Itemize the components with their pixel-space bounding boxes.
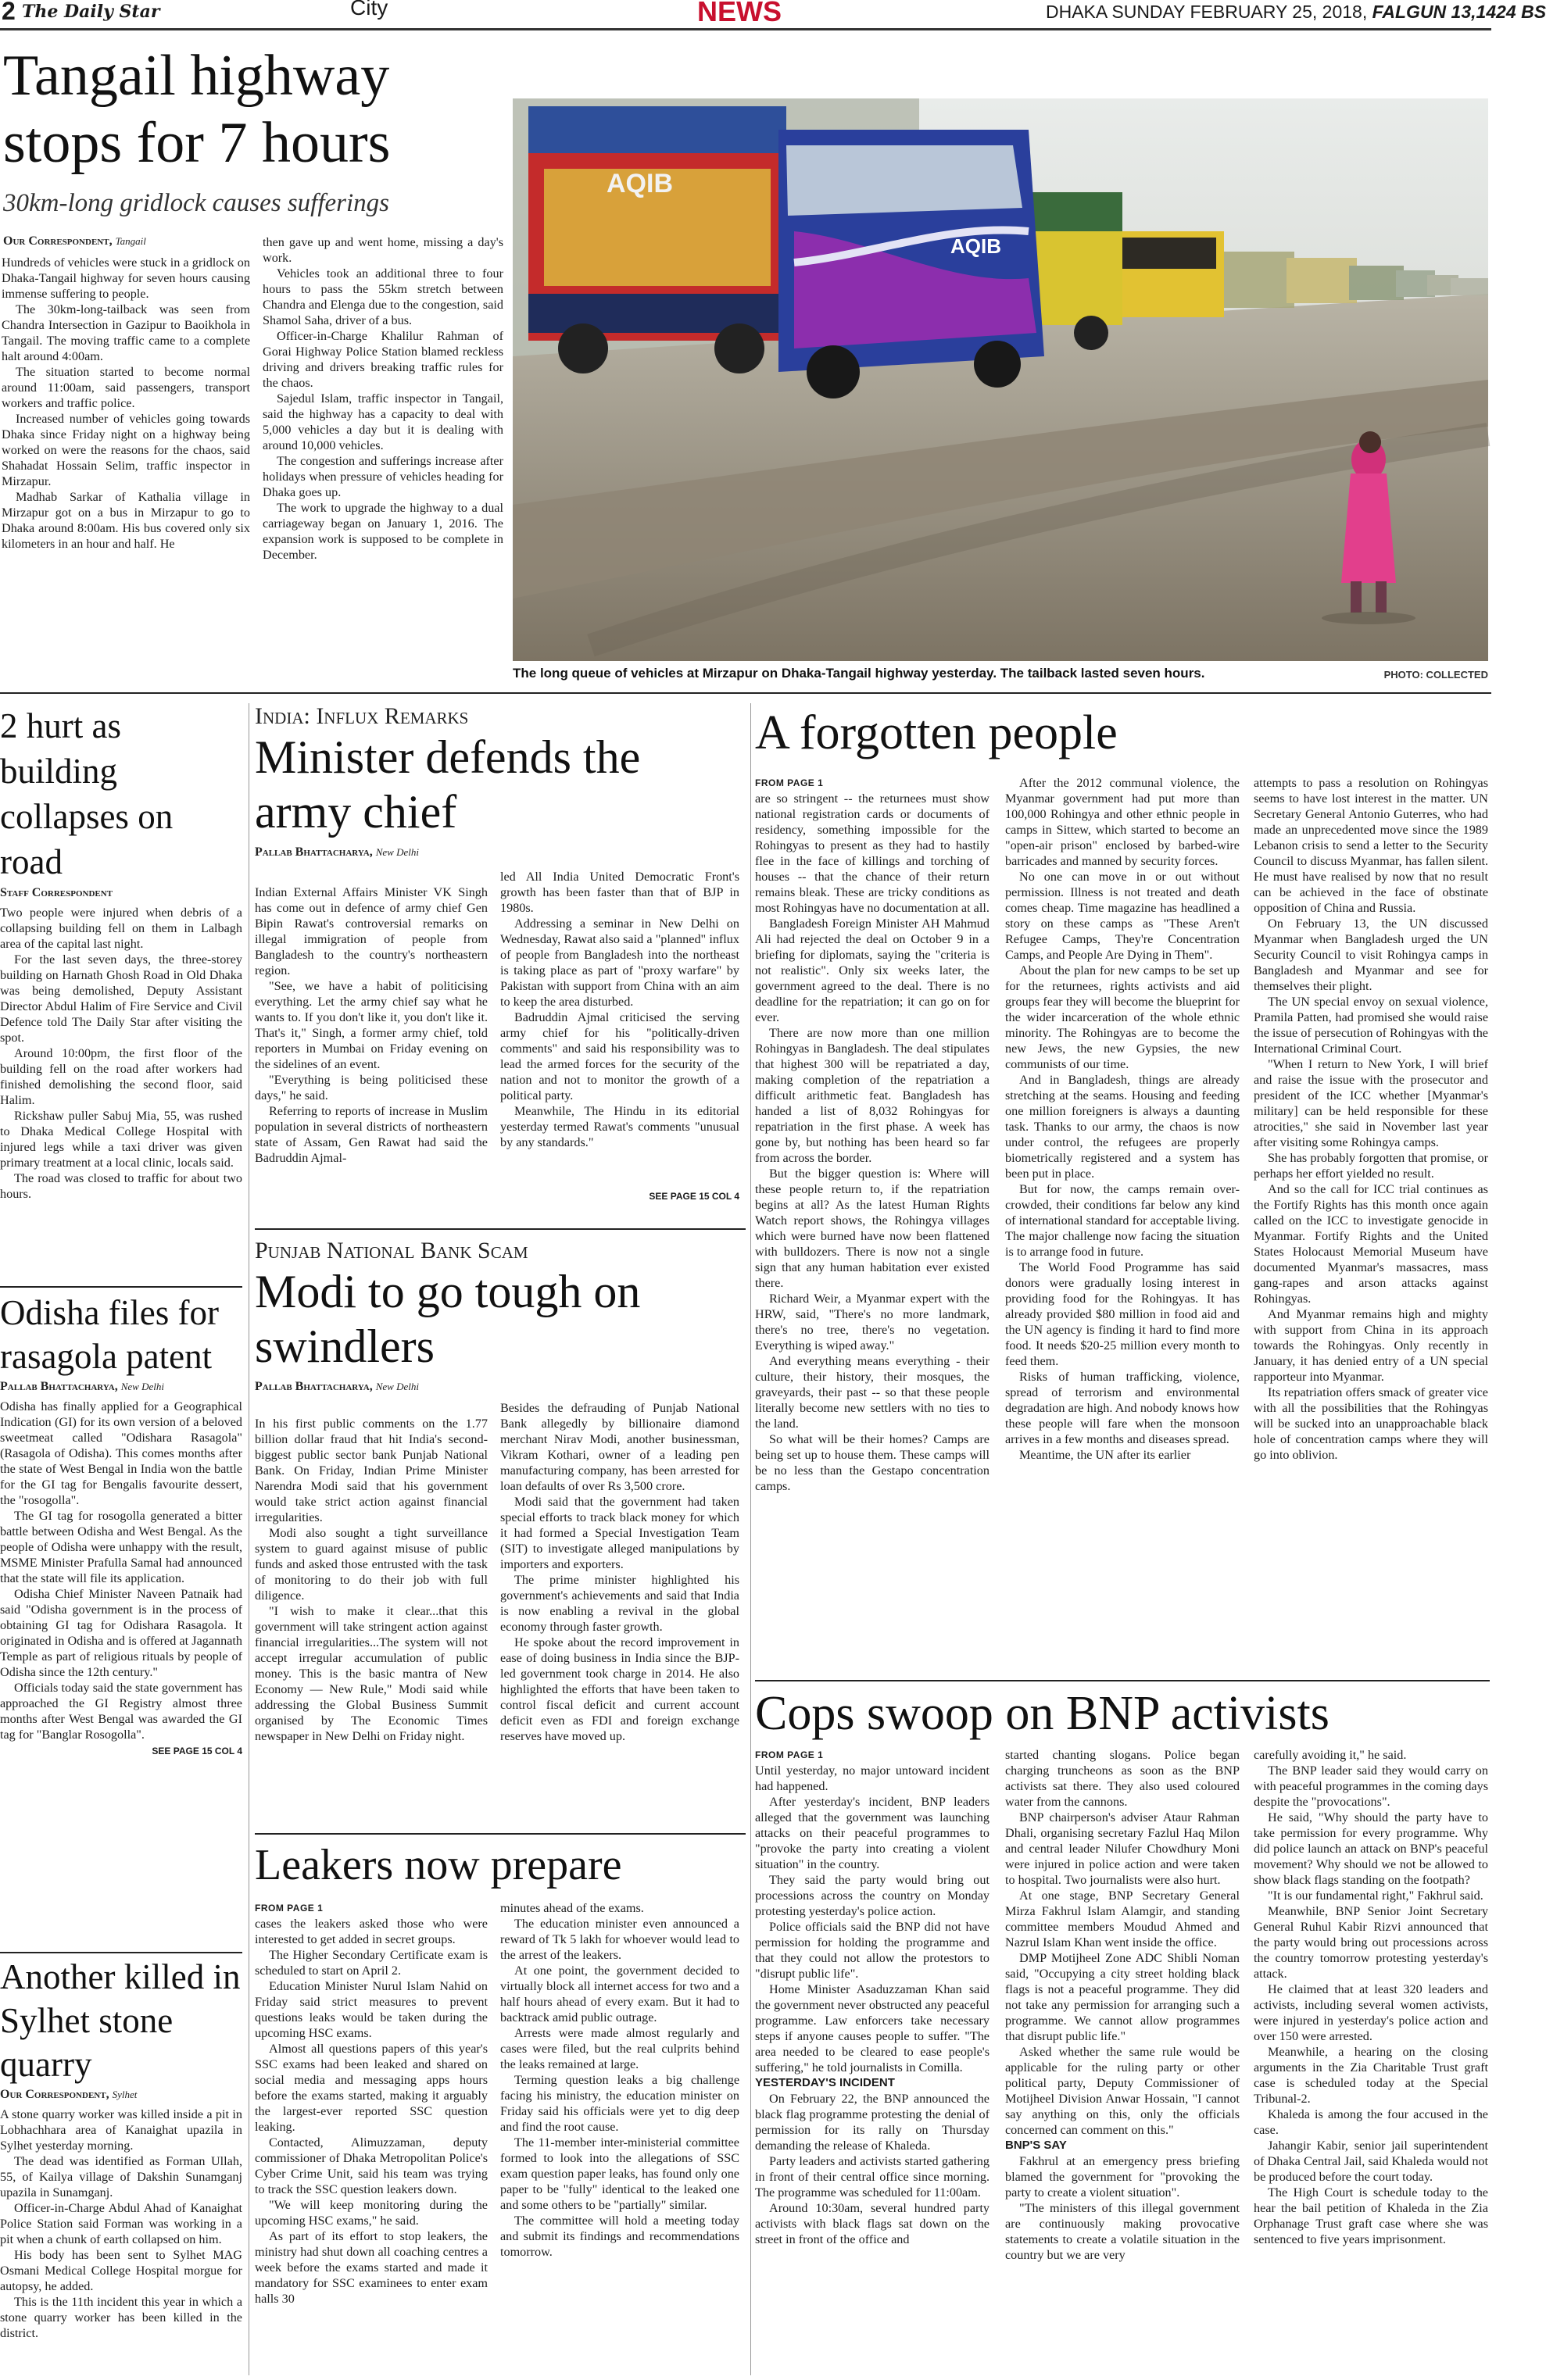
paragraph: Vehicles took an additional three to four hours to pass the 55km stretch between Chandra and Elenga due to the congestion, said Shamol Saha, driver of a bus.: [263, 266, 503, 327]
paragraph: Khaleda is among the four accused in the case.: [1254, 2107, 1488, 2137]
forgotten-col2: [1005, 775, 1240, 1463]
paragraph: And Myanmar remains high and mighty with support from China in its approach towards the Rohingyas. Only recently in January, it has denied entry of a UN special rapporteur into Myanmar.: [1254, 1307, 1488, 1384]
building-story: [0, 703, 242, 1202]
paragraph: Asked whether the same rule would be applicable for the ruling party or other political party, Deputy Commissioner of Motijheel Division Anwar Hossain, "I cannot say anything on this, only the officials concerned can comment on this.": [1005, 2045, 1240, 2137]
paragraph: Party leaders and activists started gathering in front of their central office since morning. The programme was scheduled for 11:00am.: [755, 2154, 990, 2200]
paragraph: He spoke about the record improvement in ease of doing business in India since the BJP-led government took charge in 2014. He also highlighted the efforts that have been taken to control fiscal deficit and current account deficit even as FDI and foreign exchange reserves have moved up.: [500, 1635, 739, 1743]
paragraph: Badruddin Ajmal criticised the serving army chief for his "politically-driven comments" and said his responsibility was to lead the armed forces for the security of the nation and not to monitor the growth of a political party.: [500, 1010, 739, 1102]
paragraph: Odisha has finally applied for a Geographical Indication (GI) for its own version of a beloved sweetmeat called "Odishara Rasagola" (Rasagola of Odisha). This comes months after the state of West Bengal in India won the battle for the GI tag for Bengalis favourite dessert, the "rosogolla".: [0, 1399, 242, 1507]
minister-story: [255, 703, 746, 859]
column-text: [1005, 2153, 1240, 2263]
lead-byline: [3, 234, 253, 248]
paragraph: Indian External Affairs Minister VK Singh has come out in defence of army chief Gen Bipin Rawat's controversial remarks on illegal immigration of people from Bangladesh to the country's northeastern region.: [255, 885, 488, 977]
paragraph: He said, "Why should the party have to take permission for every programme. Why did police launch an attack on BNP's peaceful movement? Why should we not be allowed to show black flags standing on the footpath?: [1254, 1810, 1488, 1887]
divider: [755, 1680, 1490, 1681]
paragraph: Meanwhile, The Hindu in its editorial yesterday termed Rawat's comments "unusual by any standards.": [500, 1104, 739, 1149]
paragraph: The dead was identified as Forman Ullah, 55, of Kailya village of Dakshin Sunamganj upazila in Sunamganj.: [0, 2154, 242, 2200]
kicker: Punjab National Bank Scam: [255, 1238, 528, 1263]
paragraph: The prime minister highlighted his government's achievements and said that India is now enabling a revival in the global economy through faster growth.: [500, 1573, 739, 1634]
column-rule: [750, 703, 751, 2375]
paragraph: cases the leakers asked those who were interested to get added in secret groups.: [255, 1917, 488, 1946]
lead-col2: [263, 234, 503, 563]
column-text: [755, 2091, 990, 2247]
paragraph: The 30km-long-tailback was seen from Chandra Intersection in Gazipur to Baoikhola in Tangail. The moving traffic came to a complete halt around 4:00am.: [2, 302, 250, 363]
column-text: [255, 1916, 488, 2307]
paragraph: Around 10:30am, several hundred party activists with black flags sat down on the street in front of the office and: [755, 2201, 990, 2246]
divider: [255, 1228, 746, 1230]
paragraph: are so stringent -- the returnees must show national registration cards or documents of residency, something impossible for the Rohingyas to present as they had to hastily flee in the face of killings and torching of houses -- that the chance of their return remains bleak. These are tricky conditions as most Rohingyas have no documentation at all.: [755, 792, 990, 915]
paragraph: On February 13, the UN discussed Myanmar when Bangladesh urged the UN Security Council to visit Rohingya camps in Bangladesh and Myanmar and see for themselves their plight.: [1254, 917, 1488, 993]
paragraph: They said the party would bring out processions across the country on Monday protesting yesterday's police action.: [755, 1873, 990, 1918]
paragraph: Two people were injured when debris of a collapsing building fell on them in Lalbagh area of the capital last night.: [0, 906, 242, 951]
continued-marker: SEE PAGE 15 COL 4: [152, 1746, 242, 1756]
headline: Another killed in Sylhet stone quarry: [0, 1957, 241, 2084]
lead-headline: [3, 42, 503, 177]
headline: 2 hurt as building collapses on road: [0, 706, 174, 881]
masthead: [0, 0, 1546, 31]
paragraph: No one can move in or out without permission. Illness is not treated and death comes cheap. Time magazine has headlined a story on these camps as "These Aren't Refugee Camps, They're Concentration Camps, and People Are Dying in Them".: [1005, 870, 1240, 962]
lead-bottom-rule: [0, 692, 1491, 694]
headline: Cops swoop on BNP activists: [755, 1687, 1329, 1740]
paragraph: As part of its effort to stop leakers, the ministry had shut down all coaching centres a week before the exams started and made it mandatory for SSC examinees to enter exam halls 30: [255, 2229, 488, 2306]
paragraph: At one point, the government decided to virtually block all internet access for two and a half hours ahead of every exam. But it had to backtrack amid public outrage.: [500, 1964, 739, 2024]
paragraph: Education Minister Nurul Islam Nahid on Friday said strict measures to prevent questions leaks would be taken during the upcoming HSC exams.: [255, 1979, 488, 2040]
paragraph: Besides the defrauding of Punjab National Bank allegedly by billionaire diamond merchant Nirav Modi, another businessman, Vikram Kothari, owner of a leading pen manufacturing company, has been arrested for loan defaults of over Rs 3,500 crore.: [500, 1401, 739, 1493]
byline: [0, 1380, 242, 1394]
story-body: [0, 2107, 242, 2341]
paragraph: So what will be their homes? Camps are being set up to house them. These camps will be no less than the Gestapo concentration camps.: [755, 1432, 990, 1493]
forgotten-col1: [755, 775, 990, 1494]
subhead: BNP'S SAY: [1005, 2139, 1067, 2152]
lead-col1: [2, 255, 250, 552]
subhead: YESTERDAY'S INCIDENT: [755, 2076, 895, 2089]
paragraph: Referring to reports of increase in Muslim population in several districts of northeastern state of Assam, Gen Rawat had said the Badruddin Ajmal-: [255, 1104, 488, 1165]
forgotten-story: [755, 703, 1490, 763]
paragraph: "When I return to New York, I will brief and raise the issue with the prosecutor and president of the ICC whether [Myanmar's military] can be held responsible for these atrocities," she said in November last year after visiting some Rohingya camps.: [1254, 1057, 1488, 1149]
cops-col1: [755, 1747, 990, 2247]
paragraph: then gave up and went home, missing a day's work.: [263, 235, 503, 265]
headline: Modi to go tough on swindlers: [255, 1266, 641, 1372]
headline: Leakers now prepare: [255, 1841, 622, 1889]
paragraph: Richard Weir, a Myanmar expert with the HRW, said, "There's no more landmark, there's no tree, there's no vegetation. Everything is wiped away.": [755, 1292, 990, 1353]
paragraph: "I wish to make it clear...that this government will take stringent action against financial irregularities...The system will not accept irregular accumulation of public money. This is the basic mantra of New Economy — New Rule," Modi said while addressing the Global Business Summit organised by The Economic Times newspaper in New Delhi on Friday night.: [255, 1604, 488, 1743]
paragraph: Its repatriation offers smack of greater vice with all the possibilities that the Rohingyas will be sucked into an unapproachable black hole of concentration camps where they will go into oblivion.: [1254, 1385, 1488, 1462]
headline: Tangail highway stops for 7 hours: [3, 44, 391, 175]
headline: A forgotten people: [755, 706, 1118, 759]
paragraph: The World Food Programme has said donors were gradually losing interest in providing food for the Rohingyas. It has already provided $80 million in food aid and the UN agency is finding it hard to find more food. It needs $20-25 million every month to feed them.: [1005, 1260, 1240, 1368]
story-body: [0, 905, 242, 1202]
paragraph: In his first public comments on the 1.77 billion dollar fraud that hit India's second-biggest public sector bank Punjab National Bank. On Friday, Indian Prime Minister Narendra Modi said that his government would take strict action against financial irregularities.: [255, 1417, 488, 1524]
paragraph: Meanwhile, a hearing on the closing arguments in the Zia Charitable Trust graft case is scheduled today at the Special Tribunal-2.: [1254, 2045, 1488, 2106]
paragraph: His body has been sent to Sylhet MAG Osmani Medical College Hospital morgue for autopsy, he added.: [0, 2248, 242, 2293]
paragraph: The 11-member inter-ministerial committee formed to look into the allegations of SSC exam question paper leaks, has found only one paper to be "fully" identical to the leaked one and some others to be "partially" similar.: [500, 2135, 739, 2212]
paragraph: A stone quarry worker was killed inside a pit in Lobhachhara area of Kanaighat upazila in Sylhet yesterday morning.: [0, 2107, 242, 2153]
paragraph: "The ministers of this illegal government are continuously making provocative statements to create a volatile situation in the country but we are very: [1005, 2201, 1240, 2262]
dateline: [1046, 2, 1546, 23]
paragraph: At one stage, BNP Secretary General Mirza Fakhrul Islam Alamgir, and standing committee members Moudud Ahmed and Nazrul Islam Khan went inside the office.: [1005, 1889, 1240, 1949]
paragraph: Madhab Sarkar of Kathalia village in Mirzapur got on a bus in Mirzapur to go to Dhaka around 8:00am. His bus covered only six kilometers in an hour and half. He: [2, 490, 250, 551]
paragraph: Arrests were made almost regularly and cases were filed, but the real culprits behind the leaks remained at large.: [500, 2026, 739, 2071]
paragraph: But for now, the camps remain over-crowded, their conditions far below any kind of international standard for acceptable living. The major challenge now facing the situation is to arrange food in future.: [1005, 1182, 1240, 1259]
byline-location: Sylhet: [112, 2089, 138, 2100]
sylhet-story: [0, 1955, 242, 2341]
paragraph: Around 10:00pm, the first floor of the building fell on the road after workers had finished demolishing the second floor, said Halim.: [0, 1046, 242, 1107]
paragraph: Almost all questions papers of this year's SSC exams had been leaked and shared on social media and messaging apps hours before the exams started, making it arguably the largest-ever reported SSC question leaking.: [255, 2042, 488, 2134]
paragraph: led All India United Democratic Front's growth has been faster than that of BJP in 1980s.: [500, 870, 739, 915]
paragraph: The Higher Secondary Certificate exam is scheduled to start on April 2.: [255, 1948, 488, 1978]
paragraph: The education minister even announced a reward of Tk 5 lakh for whoever would lead to the arrest of the leakers.: [500, 1917, 739, 1962]
paragraph: Until yesterday, no major untoward incident had happened.: [755, 1764, 990, 1793]
paragraph: And everything means everything - their culture, their history, their mosques, the graveyards, their past -- so that these people literally become new settlers with no ties to the land.: [755, 1354, 990, 1431]
paragraph: carefully avoiding it," he said.: [1254, 1748, 1407, 1762]
from-page-marker: FROM PAGE 1: [755, 1749, 824, 1760]
bus-name-text: AQIB: [950, 234, 1001, 258]
section-name: City: [350, 0, 388, 20]
headline: Odisha files for rasagola patent: [0, 1293, 219, 1376]
byline-location: New Delhi: [120, 1381, 164, 1392]
paragraph: Meanwhile, BNP Senior Joint Secretary General Ruhul Kabir Rizvi announced that the party would bring out processions across the country tomorrow protesting yesterday's attack.: [1254, 1904, 1488, 1981]
paragraph: And in Bangladesh, things are already stretching at the seams. Housing and feeding one million foreigners is always a daunting task. Thanks to our army, the chaos is now under control, the refugees are properly biometrically registered and a system has been put in place.: [1005, 1073, 1240, 1181]
paragraph: And so the call for ICC trial continues as the Fortify Rights has this month once again called on the ICC to investigate genocide in Myanmar. Fortify Rights and the United States Holocaust Memorial Museum have documented Myanmar's massacres, mass gang-rapes and arson attacks against Rohingyas.: [1254, 1182, 1488, 1306]
byline: [0, 2088, 242, 2102]
paragraph: The road was closed to traffic for about two hours.: [0, 1171, 242, 1201]
lead-photo-caption: The long queue of vehicles at Mirzapur on Dhaka-Tangail highway yesterday. The tailback lasted seven hours.: [513, 666, 1205, 681]
continued-marker: SEE PAGE 15 COL 4: [649, 1191, 739, 1202]
paragraph: BNP chairperson's adviser Ataur Rahman Dhali, organising secretary Fazlul Haq Milon and central leader Nilufer Chowdhury Moni were injured in police action and were taken to hospital. Two journalists were also hurt.: [1005, 1810, 1240, 1887]
modi-col2: [500, 1400, 739, 1744]
cops-story: [755, 1685, 1490, 1742]
modi-story: [255, 1238, 746, 1394]
headline: Minister defends the army chief: [255, 731, 641, 838]
byline: [255, 845, 746, 859]
paragraph: Terming question leaks a big challenge facing his ministry, the education minister on Friday said his officials were yet to dig deep and find the root cause.: [500, 2073, 739, 2134]
leakers-col1: [255, 1900, 488, 2307]
from-page-marker: FROM PAGE 1: [755, 777, 824, 788]
paragraph: DMP Motijheel Zone ADC Shibli Noman said, "Occupying a city street holding black flags is not a peaceful programme. They did not take any permission for arranging such a programme. We cannot allow programmes that disrupt public life.": [1005, 1951, 1240, 2043]
section-tag: NEWS: [697, 0, 782, 27]
forgotten-col3: [1254, 775, 1488, 1463]
byline-name: Pallab Bhattacharya,: [255, 845, 373, 859]
paragraph: attempts to pass a resolution on Rohingyas seems to have lost interest in the matter. UN Secretary General Antonio Guterres, who had made an unprecedented move since the 1989 Lebanon crisis to send a letter to the Security Council to discuss Myanmar, has fallen silent. He must have realised by now that no result can be achieved in the face of obstinate opposition of China and Russia.: [1254, 776, 1488, 915]
paragraph: Officer-in-Charge Khalilur Rahman of Gorai Highway Police Station blamed reckless driving and drivers breaking traffic rules for the chaos.: [263, 329, 503, 390]
paragraph: After the 2012 communal violence, the Myanmar government had put more than 100,000 Rohingya and other ethnic people in camps in Sittew, which started to become an "open-air prison" enclosed by barbed-wire barricades and manned by security forces.: [1005, 776, 1240, 868]
paragraph: minutes ahead of the exams.: [500, 1901, 644, 1915]
cops-col3: [1254, 1747, 1488, 2247]
column-text: [755, 791, 990, 1494]
highway-photo-illustration: [513, 98, 1488, 661]
byline-name: Our Correspondent,: [3, 234, 113, 248]
page-number: 2: [2, 0, 16, 25]
paragraph: Rickshaw puller Sabuj Mia, 55, was rushed to Dhaka Medical College Hospital with injured legs while a taxi driver was given primary treatment at a local clinic, locals said.: [0, 1109, 242, 1170]
divider: [0, 1952, 242, 1953]
paragraph: The High Court is schedule today to the hear the bail petition of Khaleda in the Zia Orphanage Trust graft case where she was sentenced to five years imprisonment.: [1254, 2185, 1488, 2246]
paragraph: This is the 11th incident this year in which a stone quarry worker has been killed in the district.: [0, 2295, 242, 2340]
divider: [255, 1833, 746, 1835]
paragraph: The BNP leader said they would carry on with peaceful programmes in the coming days despite the "provocations".: [1254, 1764, 1488, 1809]
paragraph: Jahangir Kabir, senior jail superintendent of Dhaka Central Jail, said Khaleda would not be produced before the court today.: [1254, 2139, 1488, 2184]
paragraph: Officials today said the state government has approached the GI Registry almost three months after West Bengal was awarded the GI tag for "Banglar Rosogolla".: [0, 1681, 242, 1742]
lead-photo: [513, 98, 1488, 661]
lead-photo-credit: PHOTO: COLLECTED: [1383, 669, 1488, 681]
paragraph: Bangladesh Foreign Minister AH Mahmud Ali had rejected the deal on October 9 in a briefing for diplomats, saying the "criteria is not realistic". Only six weeks later, the government agreed to the deal. There is no deadline for the repatriation; it can go on for ever.: [755, 917, 990, 1024]
paragraph: Home Minister Asaduzzaman Khan said the government never obstructed any peaceful programme. Law enforcers take necessary steps if anyone causes people to suffer. "The area needed to be cleared to ease people's suffering," he told journalists in Comilla.: [755, 1982, 990, 2074]
minister-col1: [255, 884, 488, 1166]
paragraph: Contacted, Alimuzzaman, deputy commissioner of Dhaka Metropolitan Police's Cyber Crime Unit, said his team was trying to track the SSC question leakers down.: [255, 2135, 488, 2196]
leakers-story: [255, 1839, 746, 1891]
paragraph: The congestion and sufferings increase after holidays when pressure of vehicles heading for Dhaka goes up.: [263, 454, 503, 499]
dateline-bangla: FALGUN 13,1424 BS: [1372, 2, 1546, 22]
byline-location: Tangail: [115, 235, 146, 247]
byline-name: Pallab Bhattacharya,: [255, 1380, 373, 1393]
paragraph: "It is our fundamental right," Fakhrul said.: [1268, 1889, 1483, 1903]
minister-col2: [500, 869, 739, 1150]
paragraph: Addressing a seminar in New Delhi on Wednesday, Rawat also said a "planned" influx of people from Bangladesh into the northeast is taking place as part of "proxy warfare" by Pakistan with support from China with an aim to keep the area disturbed.: [500, 917, 739, 1009]
paragraph: Odisha Chief Minister Naveen Patnaik had said "Odisha government is in the process of obtaining GI tag for Odishara Rasagola. It originated in Odisha and is offered at Jagannath Temple as part of religious rituals by people of Odisha since the 12th century.": [0, 1587, 242, 1679]
byline-location: New Delhi: [375, 846, 419, 858]
paragraph: But the bigger question is: Where will these people return to, if the repatriation begins at all? As the latest Human Rights Watch report shows, the Rohingya villages which were burned have now been flattened with bulldozers. There is now not a single sign that any human habitation ever existed there.: [755, 1167, 990, 1290]
paragraph: "Everything is being politicised these days," he said.: [255, 1073, 488, 1102]
paragraph: Risks of human trafficking, violence, spread of terrorism and environmental degradation are high. And nobody knows how these people will fare when the monsoon arrives in a few months and diseases spread.: [1005, 1370, 1240, 1446]
masthead-rule: [0, 28, 1491, 30]
paragraph: There are now more than one million Rohingyas in Bangladesh. The deal stipulates that highest 300 will be repatriated a day, making completion of the repatriation a difficult arithmetic feat. Bangladesh has handed a list of 8,032 Rohingyas for repatriation in the first phase. A week has gone by, but nothing has been heard so far from across the border.: [755, 1026, 990, 1165]
paragraph: The UN special envoy on sexual violence, Pramila Patten, had promised she would raise the issue of persecution of Rohingyas with the International Criminal Court.: [1254, 995, 1488, 1056]
odisha-story: [0, 1291, 242, 1756]
paragraph: The work to upgrade the highway to a dual carriageway began on January 1, 2016. The expansion work is supposed to be complete in December.: [263, 501, 503, 562]
paragraph: Sajedul Islam, traffic inspector in Tangail, said the highway has a capacity to deal with 5,000 vehicles a day but it is dealing with around 10,000 vehicles.: [263, 391, 503, 452]
paragraph: The situation started to become normal around 11:00am, said passengers, transport workers and traffic police.: [2, 365, 250, 410]
modi-col1: [255, 1416, 488, 1744]
story-body: [0, 1399, 242, 1742]
paragraph: Fakhrul at an emergency press briefing blamed the government for "provoking the party to create a violent situation".: [1005, 2154, 1240, 2200]
paragraph: "See, we have a habit of politicising everything. Let the army chief say what he wants to. If you don't like it, you don't like it. That's it," Singh, a former army chief, told reporters in Mumbai on Friday evening on the sidelines of an event.: [255, 979, 488, 1071]
byline-name: Pallab Bhattacharya,: [0, 1380, 118, 1393]
byline: Staff Correspondent: [0, 886, 113, 899]
paper-logo: The Daily Star: [22, 2, 160, 22]
paragraph: Police officials said the BNP did not have permission for holding the programme and that they could not allow the protestors to "disrupt public life".: [755, 1920, 990, 1981]
cops-col2: [1005, 1747, 1240, 2263]
paragraph: Officer-in-Charge Abdul Ahad of Kanaighat Police Station said Forman was working in a pit when a chunk of earth collapsed on him.: [0, 2201, 242, 2246]
paragraph: Modi said that the government had taken special efforts to track black money for which it had formed a Special Investigation Team (SIT) to investigate alleged manipulations by importers and exporters.: [500, 1495, 739, 1571]
paragraph: For the last seven days, the three-storey building on Harnath Ghosh Road in Old Dhaka was being demolished, Deputy Assistant Director Abdul Halim of Fire Service and Civil Defence told The Daily Star after visiting the spot.: [0, 952, 242, 1045]
paragraph: The GI tag for rosogolla generated a bitter battle between Odisha and West Bengal. As the people of Odisha were unhappy with the result, MSME Minister Prafulla Samal had announced that the state will file its application.: [0, 1509, 242, 1585]
paragraph: About the plan for new camps to be set up for the returnees, rights activists and aid groups fear they will become the blueprint for the wider incarceration of the whole ethnic minority. The Rohingyas are to become the new Jews, the new Gypsies, the new communists of our time.: [1005, 963, 1240, 1071]
byline: [255, 1380, 746, 1394]
dateline-main: DHAKA SUNDAY FEBRUARY 25, 2018,: [1046, 2, 1368, 22]
paragraph: Increased number of vehicles going towards Dhaka since Friday night on a highway being worked on were the reasons for the chaos, said Shahadat Hossain Selim, traffic inspector in Mirzapur.: [2, 412, 250, 488]
leakers-col2: [500, 1900, 739, 2260]
paragraph: "We will keep monitoring during the upcoming HSC exams," he said.: [255, 2198, 488, 2228]
paragraph: Meantime, the UN after its earlier: [1019, 1448, 1191, 1462]
byline-location: New Delhi: [375, 1381, 419, 1392]
paragraph: After yesterday's incident, BNP leaders alleged that the government was launching attacks on their peaceful programmes to "provoke the party into creating a violent situation" in the country.: [755, 1795, 990, 1871]
kicker: India: Influx Remarks: [255, 703, 469, 729]
paragraph: Hundreds of vehicles were stuck in a gridlock on Dhaka-Tangail highway for seven hours causing immense suffering to people.: [2, 256, 250, 301]
paragraph: Modi also sought a tight surveillance system to guard against misuse of public funds and asked those entrusted with the task of monitoring to do their job with full diligence.: [255, 1526, 488, 1603]
paragraph: She has probably forgotten that promise, or perhaps her effort yielded no result.: [1254, 1151, 1488, 1181]
truck-name-text: AQIB: [607, 169, 673, 198]
paragraph: He claimed that at least 320 leaders and activists, including several women activists, were injured in yesterday's police action and over 150 were arrested.: [1254, 1982, 1488, 2043]
column-text: [1005, 1747, 1240, 2138]
paragraph: The committee will hold a meeting today and submit its findings and recommendations tomorrow.: [500, 2214, 739, 2259]
paragraph: started chanting slogans. Police began charging truncheons as soon as the BNP activists sat there. They also used coloured water from the cannons.: [1005, 1748, 1240, 1809]
paragraph: On February 22, the BNP announced the black flag programme protesting the denial of permission for its rally on Thursday demanding the release of Khaleda.: [755, 2092, 990, 2153]
byline-name: Our Correspondent,: [0, 2088, 109, 2101]
lead-subheadline: 30km-long gridlock causes sufferings: [3, 189, 390, 217]
divider: [0, 1286, 242, 1288]
from-page-marker: FROM PAGE 1: [255, 1903, 324, 1914]
column-text: [755, 1763, 990, 2075]
